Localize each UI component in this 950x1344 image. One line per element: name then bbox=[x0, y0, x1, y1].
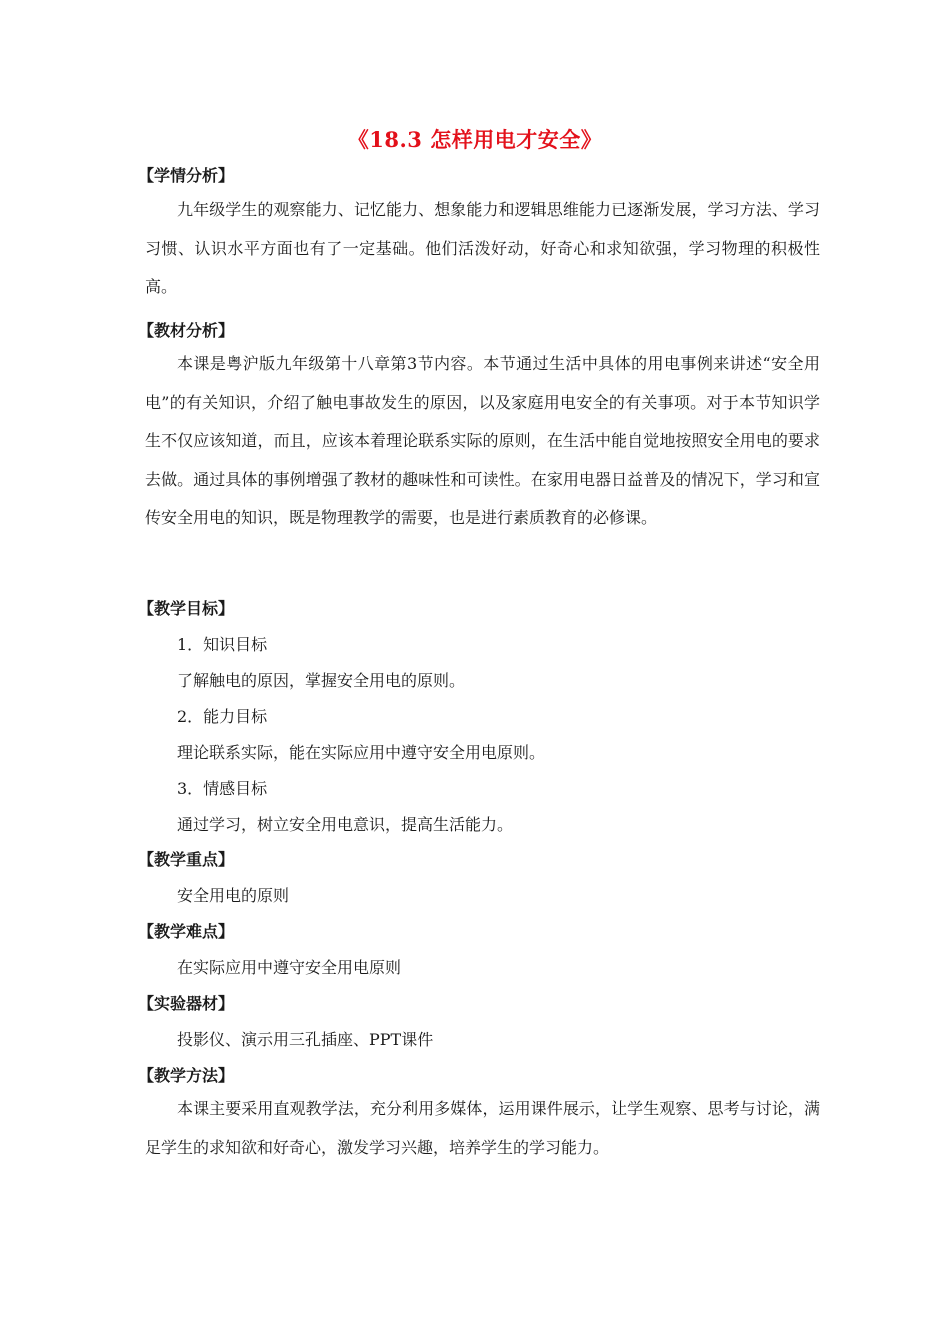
paragraph-situation: 九年级学生的观察能力、记忆能力、想象能力和逻辑思维能力已逐渐发展，学习方法、学习习惯、认识水平方面也有了一定基础。他们活泼好动，好奇心和求知欲强，学习物理的积极性高。 bbox=[145, 200, 820, 296]
heading-goals: 【教学目标】 bbox=[138, 599, 235, 618]
difficulty-text: 在实际应用中遵守安全用电原则 bbox=[177, 958, 402, 977]
paragraph-method: 本课主要采用直观教学法，充分利用多媒体，运用课件展示，让学生观察、思考与讨论，满足学生的求知欲和好奇心，激发学习兴趣，培养学生的学习能力。 bbox=[145, 1099, 820, 1157]
heading-equipment: 【实验器材】 bbox=[138, 994, 235, 1013]
equipment-text: 投影仪、演示用三孔插座、PPT课件 bbox=[177, 1030, 434, 1049]
heading-focus: 【教学重点】 bbox=[138, 850, 235, 869]
heading-situation: 【学情分析】 bbox=[138, 166, 235, 185]
goal-emotion-text: 通过学习，树立安全用电意识，提高生活能力。 bbox=[177, 815, 514, 834]
goal-emotion-label: 3．情感目标 bbox=[177, 779, 268, 798]
focus-text: 安全用电的原则 bbox=[177, 886, 290, 905]
paragraph-textbook: 本课是粤沪版九年级第十八章第3节内容。本节通过生活中具体的用电事例来讲述“安全用电”的有关知识，介绍了触电事故发生的原因，以及家庭用电安全的有关事项。对于本节知识学生不仅应该知道，而且，应该本着理论联系实际的原则，在生活中能自觉地按照安全用电的要求去做。通过具体的事例增强了教材的趣味性和可读性。在家用电器日益普及的情况下，学习和宣传安全用电的知识，既是物理教学的需要，也是进行素质教育的必修课。 bbox=[145, 354, 820, 527]
heading-method: 【教学方法】 bbox=[138, 1066, 235, 1085]
goal-ability-text: 理论联系实际，能在实际应用中遵守安全用电原则。 bbox=[177, 743, 546, 762]
document-title: 《18.3 怎样用电才安全》 bbox=[347, 127, 603, 152]
heading-textbook: 【教材分析】 bbox=[138, 321, 235, 340]
goal-knowledge-label: 1．知识目标 bbox=[177, 635, 268, 654]
heading-difficulty: 【教学难点】 bbox=[138, 922, 235, 941]
goal-ability-label: 2．能力目标 bbox=[177, 707, 268, 726]
goal-knowledge-text: 了解触电的原因，掌握安全用电的原则。 bbox=[177, 671, 466, 690]
